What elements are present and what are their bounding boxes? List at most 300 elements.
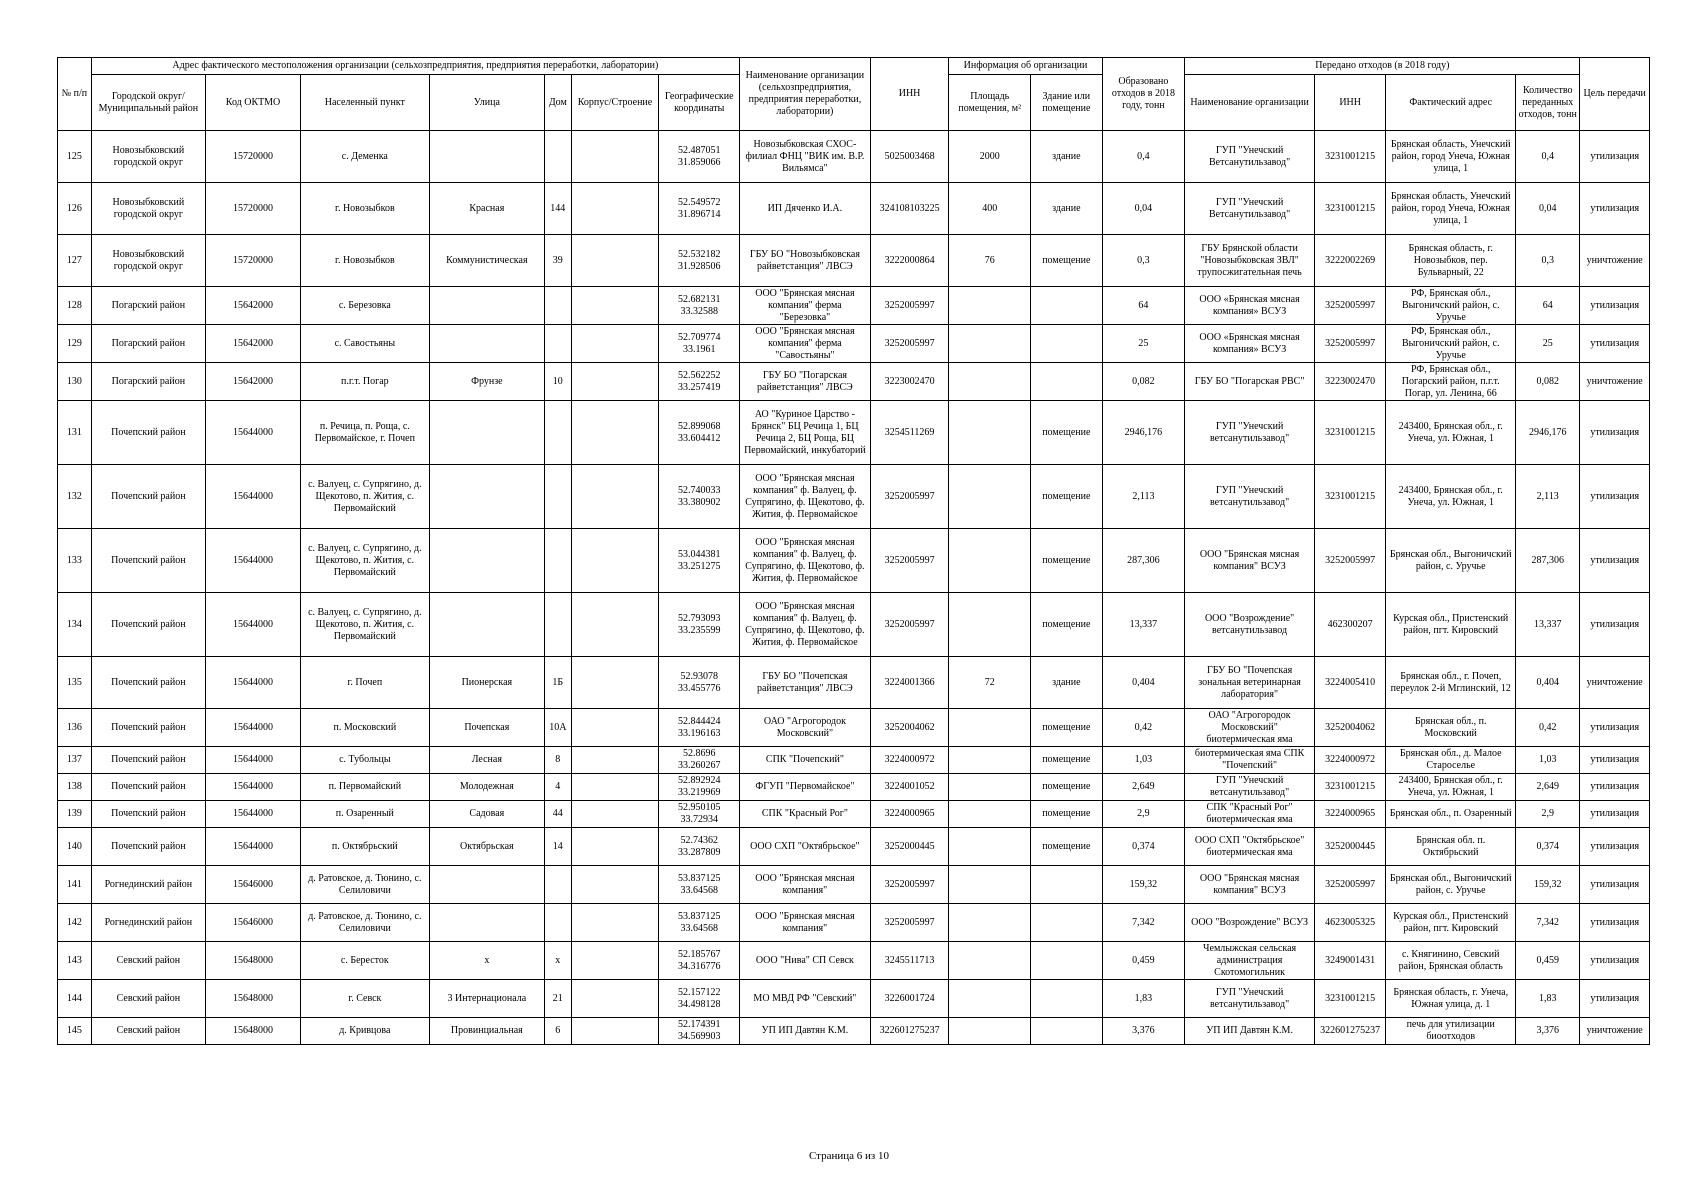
- cell-premises: помещение: [1031, 801, 1102, 828]
- cell-oktmo: 15648000: [206, 980, 301, 1018]
- cell-generated: 2,9: [1102, 801, 1185, 828]
- page-number: Страница 6 из 10: [808, 1150, 890, 1162]
- cell-recv-inn: 3231001215: [1314, 183, 1385, 235]
- cell-house: х: [545, 942, 572, 980]
- cell-oktmo: 15644000: [206, 657, 301, 709]
- cell-district: Почепский район: [91, 774, 205, 801]
- cell-coords: 52.950105 33.72934: [659, 801, 740, 828]
- cell-street: [429, 131, 544, 183]
- cell-qty: 3,376: [1516, 1018, 1580, 1045]
- cell-org: ГБУ БО "Новозыбковская райветстанция" ЛВСЭ: [740, 235, 871, 287]
- cell-qty: 25: [1516, 325, 1580, 363]
- header-area: Площадь помещения, м²: [949, 75, 1031, 131]
- cell-area: [949, 593, 1031, 657]
- cell-recv-name: ООО "Возрождение" ВСУЗ: [1185, 904, 1315, 942]
- cell-house: 14: [545, 828, 572, 866]
- cell-recv-addr: 243400, Брянская обл., г. Унеча, ул. Южная, 1: [1386, 774, 1516, 801]
- table-row: [58, 801, 1650, 828]
- cell-house: 10: [545, 363, 572, 401]
- cell-oktmo: 15644000: [206, 529, 301, 593]
- cell-district: Севский район: [91, 1018, 205, 1045]
- header-house: Дом: [545, 75, 572, 131]
- cell-qty: 1,83: [1516, 980, 1580, 1018]
- cell-oktmo: 15642000: [206, 363, 301, 401]
- cell-generated: 1,83: [1102, 980, 1185, 1018]
- cell-generated: 0,082: [1102, 363, 1185, 401]
- cell-building: [571, 747, 659, 774]
- cell-recv-addr: Брянская область, г. Новозыбков, пер. Бульварный, 22: [1386, 235, 1516, 287]
- cell-street: [429, 465, 544, 529]
- table-row: [58, 593, 1650, 657]
- cell-street: Почепская: [429, 709, 544, 747]
- cell-coords: 52.185767 34.316776: [659, 942, 740, 980]
- cell-recv-inn: 322601275237: [1314, 1018, 1385, 1045]
- cell-recv-addr: Брянская обл., п. Озаренный: [1386, 801, 1516, 828]
- cell-coords: 52.157122 34.498128: [659, 980, 740, 1018]
- cell-recv-inn: 3231001215: [1314, 465, 1385, 529]
- cell-oktmo: 15644000: [206, 465, 301, 529]
- cell-settlement: д. Ратовское, д. Тюнино, с. Селиловичи: [301, 866, 430, 904]
- cell-purpose: утилизация: [1580, 774, 1650, 801]
- cell-oktmo: 15644000: [206, 747, 301, 774]
- cell-qty: 2946,176: [1516, 401, 1580, 465]
- header-inn: ИНН: [870, 58, 949, 131]
- cell-inn: 3252004062: [870, 709, 949, 747]
- cell-n: 131: [58, 401, 92, 465]
- cell-district: Погарский район: [91, 287, 205, 325]
- cell-settlement: с. Валуец, с. Супрягино, д. Щекотово, п. Жития, с. Первомайский: [301, 593, 430, 657]
- cell-district: Почепский район: [91, 465, 205, 529]
- cell-coords: 52.93078 33.455776: [659, 657, 740, 709]
- cell-building: [571, 593, 659, 657]
- cell-street: Лесная: [429, 747, 544, 774]
- cell-n: 141: [58, 866, 92, 904]
- cell-n: 125: [58, 131, 92, 183]
- table-row: [58, 131, 1650, 183]
- cell-recv-name: ГУП "Унечский ветсанутильзавод": [1185, 465, 1315, 529]
- cell-recv-name: ООО «Брянская мясная компания» ВСУЗ: [1185, 325, 1315, 363]
- cell-org: СПК "Красный Рог": [740, 801, 871, 828]
- cell-n: 127: [58, 235, 92, 287]
- cell-inn: 3224001366: [870, 657, 949, 709]
- cell-area: [949, 828, 1031, 866]
- cell-recv-inn: 3224005410: [1314, 657, 1385, 709]
- cell-oktmo: 15646000: [206, 866, 301, 904]
- table-row: [58, 866, 1650, 904]
- table-row: [58, 401, 1650, 465]
- cell-settlement: с. Деменка: [301, 131, 430, 183]
- cell-n: 128: [58, 287, 92, 325]
- cell-recv-addr: РФ, Брянская обл., Выгоничский район, с. Уручье: [1386, 325, 1516, 363]
- cell-recv-addr: Курская обл., Пристенский район, пгт. Кировский: [1386, 593, 1516, 657]
- cell-recv-addr: Брянская обл., д. Малое Староселье: [1386, 747, 1516, 774]
- cell-district: Почепский район: [91, 828, 205, 866]
- cell-n: 136: [58, 709, 92, 747]
- cell-purpose: утилизация: [1580, 942, 1650, 980]
- cell-premises: помещение: [1031, 235, 1102, 287]
- cell-recv-addr: РФ, Брянская обл., Выгоничский район, с. Уручье: [1386, 287, 1516, 325]
- cell-coords: 52.74362 33.287809: [659, 828, 740, 866]
- cell-recv-inn: 3252000445: [1314, 828, 1385, 866]
- cell-qty: 0,4: [1516, 131, 1580, 183]
- cell-recv-name: ГБУ Брянской области "Новозыбковская ЗВЛ" трупосжигательная печь: [1185, 235, 1315, 287]
- cell-settlement: п. Первомайский: [301, 774, 430, 801]
- cell-recv-addr: РФ, Брянская обл., Погарский район, п.г.т. Погар, ул. Ленина, 66: [1386, 363, 1516, 401]
- cell-area: 72: [949, 657, 1031, 709]
- cell-generated: 2946,176: [1102, 401, 1185, 465]
- cell-house: 39: [545, 235, 572, 287]
- table-row: [58, 325, 1650, 363]
- cell-inn: 3245511713: [870, 942, 949, 980]
- cell-area: [949, 774, 1031, 801]
- cell-generated: 2,113: [1102, 465, 1185, 529]
- cell-premises: помещение: [1031, 747, 1102, 774]
- cell-oktmo: 15642000: [206, 287, 301, 325]
- cell-org: ООО СХП "Октябрьское": [740, 828, 871, 866]
- cell-recv-addr: Брянская область, Унечский район, город Унеча, Южная улица, 1: [1386, 131, 1516, 183]
- cell-recv-addr: Брянская обл. п. Октябрьский: [1386, 828, 1516, 866]
- cell-inn: 3252005997: [870, 904, 949, 942]
- cell-recv-name: ГУП "Унечский ветсанутильзавод": [1185, 774, 1315, 801]
- cell-area: [949, 401, 1031, 465]
- cell-recv-inn: 3252005997: [1314, 325, 1385, 363]
- cell-qty: 287,306: [1516, 529, 1580, 593]
- cell-district: Погарский район: [91, 363, 205, 401]
- cell-house: 6: [545, 1018, 572, 1045]
- header-street: Улица: [429, 75, 544, 131]
- table-row: [58, 904, 1650, 942]
- cell-oktmo: 15644000: [206, 828, 301, 866]
- cell-recv-inn: 4623005325: [1314, 904, 1385, 942]
- cell-oktmo: 15648000: [206, 942, 301, 980]
- cell-house: [545, 866, 572, 904]
- cell-recv-name: ООО "Брянская мясная компания" ВСУЗ: [1185, 529, 1315, 593]
- cell-purpose: утилизация: [1580, 828, 1650, 866]
- cell-qty: 64: [1516, 287, 1580, 325]
- cell-coords: 52.899068 33.604412: [659, 401, 740, 465]
- cell-org: ООО "Брянская мясная компания" ф. Валуец, ф. Супрягино, ф. Щекотово, ф. Жития, ф. Первомайское: [740, 465, 871, 529]
- cell-purpose: утилизация: [1580, 801, 1650, 828]
- cell-premises: [1031, 904, 1102, 942]
- cell-street: [429, 287, 544, 325]
- cell-premises: [1031, 325, 1102, 363]
- cell-settlement: с. Савостьяны: [301, 325, 430, 363]
- cell-coords: 52.709774 33.1961: [659, 325, 740, 363]
- cell-qty: 2,113: [1516, 465, 1580, 529]
- cell-qty: 0,04: [1516, 183, 1580, 235]
- cell-street: Фрунзе: [429, 363, 544, 401]
- cell-premises: помещение: [1031, 774, 1102, 801]
- cell-recv-inn: 3231001215: [1314, 774, 1385, 801]
- cell-qty: 0,404: [1516, 657, 1580, 709]
- cell-inn: 3252005997: [870, 593, 949, 657]
- cell-building: [571, 287, 659, 325]
- header-generated: Образовано отходов в 2018 году, тонн: [1102, 58, 1185, 131]
- cell-qty: 159,32: [1516, 866, 1580, 904]
- cell-house: [545, 325, 572, 363]
- cell-recv-addr: 243400, Брянская обл., г. Унеча, ул. Южная, 1: [1386, 465, 1516, 529]
- cell-house: [545, 529, 572, 593]
- cell-house: [545, 593, 572, 657]
- cell-area: [949, 529, 1031, 593]
- cell-purpose: уничтожение: [1580, 235, 1650, 287]
- cell-area: [949, 287, 1031, 325]
- cell-purpose: утилизация: [1580, 183, 1650, 235]
- cell-inn: 3224000965: [870, 801, 949, 828]
- cell-recv-inn: 3222002269: [1314, 235, 1385, 287]
- cell-premises: [1031, 942, 1102, 980]
- cell-qty: 0,3: [1516, 235, 1580, 287]
- cell-premises: [1031, 980, 1102, 1018]
- cell-org: Новозыбковская СХОС-филиал ФНЦ "ВИК им. В.Р. Вильямса": [740, 131, 871, 183]
- cell-house: 4: [545, 774, 572, 801]
- cell-premises: здание: [1031, 131, 1102, 183]
- cell-recv-name: ООО "Возрождение" ветсанутильзавод: [1185, 593, 1315, 657]
- cell-recv-inn: 3231001215: [1314, 401, 1385, 465]
- cell-house: 44: [545, 801, 572, 828]
- cell-inn: 3226001724: [870, 980, 949, 1018]
- cell-org: ФГУП "Первомайское": [740, 774, 871, 801]
- cell-area: [949, 363, 1031, 401]
- cell-recv-inn: 3224000965: [1314, 801, 1385, 828]
- header-group-transferred: Передано отходов (в 2018 году): [1185, 58, 1580, 75]
- cell-n: 137: [58, 747, 92, 774]
- cell-premises: помещение: [1031, 529, 1102, 593]
- cell-premises: помещение: [1031, 465, 1102, 529]
- cell-building: [571, 235, 659, 287]
- cell-settlement: г. Новозыбков: [301, 183, 430, 235]
- cell-settlement: г. Севск: [301, 980, 430, 1018]
- cell-area: [949, 1018, 1031, 1045]
- cell-house: [545, 904, 572, 942]
- cell-street: Молодежная: [429, 774, 544, 801]
- cell-building: [571, 980, 659, 1018]
- cell-premises: помещение: [1031, 709, 1102, 747]
- cell-oktmo: 15644000: [206, 774, 301, 801]
- cell-district: Почепский район: [91, 709, 205, 747]
- cell-settlement: г. Новозыбков: [301, 235, 430, 287]
- cell-building: [571, 363, 659, 401]
- cell-settlement: п. Московский: [301, 709, 430, 747]
- cell-purpose: утилизация: [1580, 401, 1650, 465]
- cell-n: 140: [58, 828, 92, 866]
- cell-settlement: п. Озаренный: [301, 801, 430, 828]
- cell-purpose: утилизация: [1580, 465, 1650, 529]
- cell-area: [949, 709, 1031, 747]
- cell-street: [429, 593, 544, 657]
- cell-qty: 13,337: [1516, 593, 1580, 657]
- cell-area: 2000: [949, 131, 1031, 183]
- cell-premises: [1031, 866, 1102, 904]
- cell-coords: 52.892924 33.219969: [659, 774, 740, 801]
- cell-generated: 0,42: [1102, 709, 1185, 747]
- cell-recv-name: ГУП "Унечский ветсанутильзавод": [1185, 980, 1315, 1018]
- cell-purpose: утилизация: [1580, 529, 1650, 593]
- cell-street: [429, 325, 544, 363]
- cell-recv-addr: печь для утилизации биоотходов: [1386, 1018, 1516, 1045]
- cell-org: ООО "Брянская мясная компания" ф. Валуец, ф. Супрягино, ф. Щекотово, ф. Жития, ф. Первомайское: [740, 593, 871, 657]
- cell-org: ГБУ БО "Почепская райветстанция" ЛВСЭ: [740, 657, 871, 709]
- header-purpose: Цель передачи: [1580, 58, 1650, 131]
- cell-district: Рогнединский район: [91, 866, 205, 904]
- cell-generated: 287,306: [1102, 529, 1185, 593]
- cell-recv-inn: 3223002470: [1314, 363, 1385, 401]
- cell-qty: 0,459: [1516, 942, 1580, 980]
- cell-org: СПК "Почепский": [740, 747, 871, 774]
- cell-recv-inn: 3252005997: [1314, 529, 1385, 593]
- cell-coords: 52.682131 33.32588: [659, 287, 740, 325]
- cell-qty: 0,374: [1516, 828, 1580, 866]
- table-row: [58, 828, 1650, 866]
- cell-recv-inn: 462300207: [1314, 593, 1385, 657]
- waste-transfer-table: [57, 57, 1650, 1045]
- cell-org: ООО "Брянская мясная компания" ф. Валуец, ф. Супрягино, ф. Щекотово, ф. Жития, ф. Первомайское: [740, 529, 871, 593]
- cell-inn: 322601275237: [870, 1018, 949, 1045]
- table-row: [58, 529, 1650, 593]
- cell-district: Почепский район: [91, 529, 205, 593]
- cell-building: [571, 801, 659, 828]
- cell-area: [949, 866, 1031, 904]
- cell-org: АО "Куриное Царство - Брянск" БЦ Речица 1, БЦ Речица 2, БЦ Роща, БЦ Первомайский, инкубаторий: [740, 401, 871, 465]
- cell-purpose: утилизация: [1580, 593, 1650, 657]
- header-group-info: Информация об организации: [949, 58, 1102, 75]
- cell-n: 139: [58, 801, 92, 828]
- cell-recv-addr: Брянская область, Унечский район, город Унеча, Южная улица, 1: [1386, 183, 1516, 235]
- table-row: [58, 235, 1650, 287]
- cell-generated: 0,459: [1102, 942, 1185, 980]
- cell-building: [571, 942, 659, 980]
- cell-area: [949, 904, 1031, 942]
- cell-district: Почепский район: [91, 801, 205, 828]
- cell-n: 129: [58, 325, 92, 363]
- cell-street: [429, 401, 544, 465]
- cell-coords: 52.562252 33.257419: [659, 363, 740, 401]
- cell-org: ООО "Брянская мясная компания" ферма "Савостьяны": [740, 325, 871, 363]
- cell-street: [429, 904, 544, 942]
- cell-oktmo: 15648000: [206, 1018, 301, 1045]
- cell-coords: 52.740033 33.380902: [659, 465, 740, 529]
- cell-generated: 0,4: [1102, 131, 1185, 183]
- cell-org: ООО "Брянская мясная компания": [740, 904, 871, 942]
- cell-building: [571, 774, 659, 801]
- cell-recv-addr: Брянская обл., г. Почеп, переулок 2-й Мглинский, 12: [1386, 657, 1516, 709]
- cell-recv-addr: Курская обл., Пристенский район, пгт. Кировский: [1386, 904, 1516, 942]
- cell-oktmo: 15720000: [206, 131, 301, 183]
- cell-area: [949, 980, 1031, 1018]
- cell-n: 126: [58, 183, 92, 235]
- cell-n: 144: [58, 980, 92, 1018]
- cell-area: [949, 465, 1031, 529]
- cell-recv-addr: 243400, Брянская обл., г. Унеча, ул. Южная, 1: [1386, 401, 1516, 465]
- cell-org: ГБУ БО "Погарская райветстанция" ЛВСЭ: [740, 363, 871, 401]
- cell-recv-name: биотермическая яма СПК "Почепский": [1185, 747, 1315, 774]
- cell-purpose: уничтожение: [1580, 363, 1650, 401]
- cell-area: [949, 747, 1031, 774]
- cell-qty: 2,9: [1516, 801, 1580, 828]
- cell-inn: 3252005997: [870, 287, 949, 325]
- cell-recv-name: Чемлыжская сельская администрация Скотомогильник: [1185, 942, 1315, 980]
- cell-inn: 3252000445: [870, 828, 949, 866]
- cell-oktmo: 15720000: [206, 235, 301, 287]
- cell-recv-inn: 3224000972: [1314, 747, 1385, 774]
- cell-purpose: утилизация: [1580, 709, 1650, 747]
- cell-generated: 0,374: [1102, 828, 1185, 866]
- cell-recv-addr: Брянская обл., п. Московский: [1386, 709, 1516, 747]
- cell-building: [571, 904, 659, 942]
- cell-coords: 52.174391 34.569903: [659, 1018, 740, 1045]
- cell-street: [429, 866, 544, 904]
- cell-recv-name: УП ИП Давтян К.М.: [1185, 1018, 1315, 1045]
- cell-settlement: с. Тубольцы: [301, 747, 430, 774]
- cell-recv-name: ГУП "Унечский Ветсанутильзавод": [1185, 131, 1315, 183]
- cell-inn: 324108103225: [870, 183, 949, 235]
- cell-inn: 3223002470: [870, 363, 949, 401]
- cell-district: Рогнединский район: [91, 904, 205, 942]
- cell-recv-name: ГУП "Унечский Ветсанутильзавод": [1185, 183, 1315, 235]
- cell-oktmo: 15646000: [206, 904, 301, 942]
- cell-coords: 52.487051 31.859066: [659, 131, 740, 183]
- cell-house: 8: [545, 747, 572, 774]
- cell-n: 135: [58, 657, 92, 709]
- cell-oktmo: 15642000: [206, 325, 301, 363]
- cell-building: [571, 657, 659, 709]
- cell-inn: 3252005997: [870, 325, 949, 363]
- cell-recv-addr: Брянская обл., Выгоничский район, с. Уручье: [1386, 529, 1516, 593]
- cell-recv-inn: 3252005997: [1314, 287, 1385, 325]
- header-orgname: Наименование организации (сельхозпредприятия, предприятия переработки, лаборатории): [740, 58, 871, 131]
- cell-house: 144: [545, 183, 572, 235]
- cell-qty: 7,342: [1516, 904, 1580, 942]
- cell-settlement: п. Речица, п. Роща, с. Первомайское, г. Почеп: [301, 401, 430, 465]
- cell-street: 3 Интернационала: [429, 980, 544, 1018]
- cell-street: Садовая: [429, 801, 544, 828]
- cell-building: [571, 325, 659, 363]
- cell-house: 1Б: [545, 657, 572, 709]
- header-coords: Географические координаты: [659, 75, 740, 131]
- cell-inn: 3252005997: [870, 529, 949, 593]
- cell-coords: 52.844424 33.196163: [659, 709, 740, 747]
- cell-inn: 3224001052: [870, 774, 949, 801]
- cell-generated: 0,404: [1102, 657, 1185, 709]
- table-row: [58, 747, 1650, 774]
- cell-premises: здание: [1031, 657, 1102, 709]
- cell-building: [571, 529, 659, 593]
- cell-generated: 7,342: [1102, 904, 1185, 942]
- cell-org: ООО "Брянская мясная компания": [740, 866, 871, 904]
- cell-coords: 52.8696 33.260267: [659, 747, 740, 774]
- cell-district: Почепский район: [91, 401, 205, 465]
- cell-n: 143: [58, 942, 92, 980]
- cell-area: 76: [949, 235, 1031, 287]
- cell-generated: 159,32: [1102, 866, 1185, 904]
- cell-purpose: утилизация: [1580, 904, 1650, 942]
- cell-coords: 53.837125 33.64568: [659, 904, 740, 942]
- cell-settlement: д. Ратовское, д. Тюнино, с. Селиловичи: [301, 904, 430, 942]
- cell-n: 142: [58, 904, 92, 942]
- cell-settlement: д. Кривцова: [301, 1018, 430, 1045]
- table-row: [58, 1018, 1650, 1045]
- cell-street: Коммунистическая: [429, 235, 544, 287]
- cell-recv-addr: Брянская область, г. Унеча, Южная улица, д. 1: [1386, 980, 1516, 1018]
- cell-district: Почепский район: [91, 657, 205, 709]
- cell-purpose: утилизация: [1580, 866, 1650, 904]
- cell-generated: 2,649: [1102, 774, 1185, 801]
- cell-n: 130: [58, 363, 92, 401]
- cell-street: Пионерская: [429, 657, 544, 709]
- cell-org: ООО "Нива" СП Севск: [740, 942, 871, 980]
- cell-recv-inn: 3252004062: [1314, 709, 1385, 747]
- cell-recv-inn: 3252005997: [1314, 866, 1385, 904]
